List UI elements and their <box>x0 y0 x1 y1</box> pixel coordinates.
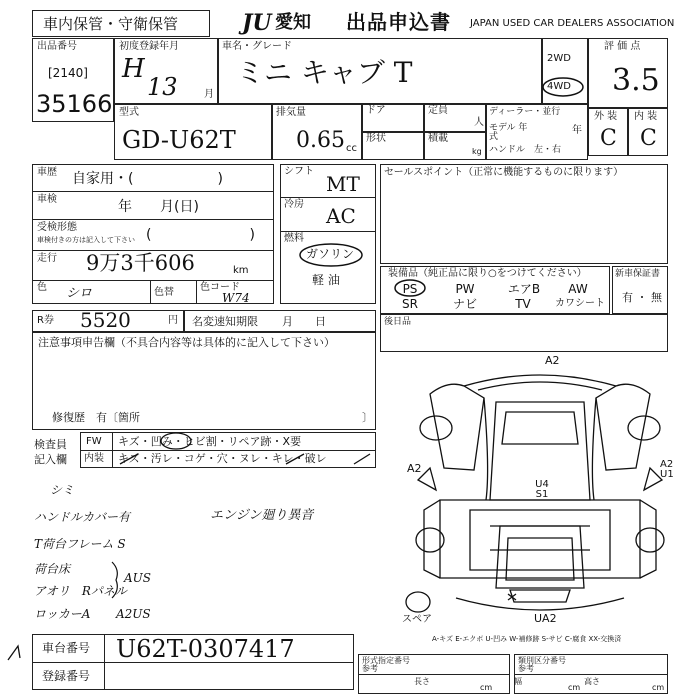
fuel-label: 燃料 <box>284 233 304 244</box>
model-label: 型式 <box>119 107 139 118</box>
color-value: シロ <box>66 286 93 301</box>
mileage-value: 9万3千606 <box>86 251 195 275</box>
int-row-label: 内装 <box>84 453 104 464</box>
diagram-bottom-label: UA2 <box>534 612 557 625</box>
width-unit: cm <box>568 683 581 692</box>
form-title: 出品申込書 <box>346 10 451 34</box>
equipment-label: 装備品（純正品に限り○をつけてください） <box>388 268 587 279</box>
remark-engine-noise: エンジン廻り異音 <box>210 508 314 523</box>
int-value: C <box>640 126 657 151</box>
hist-label: 車歴 <box>37 167 57 178</box>
person-unit: 人 <box>474 117 484 128</box>
rear-items-box <box>380 314 668 352</box>
model-year-label: モデル 年 式 <box>489 123 528 142</box>
hist-value: 自家用・( ) <box>72 171 223 187</box>
length-unit: cm <box>480 683 493 692</box>
cc-unit: cc <box>346 143 357 154</box>
color-code-label: 色コード <box>200 282 240 293</box>
mileage-label: 走行 <box>37 253 57 264</box>
remark-aus: AUS <box>124 571 151 585</box>
diagram-left-label: A2 <box>407 462 422 475</box>
drive-4wd: 4WD <box>547 81 571 92</box>
storage-box <box>32 10 210 37</box>
page-corner-mark-icon <box>6 642 28 662</box>
fuel-diesel: 軽 油 <box>312 273 340 287</box>
inspector-label: 検査員 記入欄 <box>34 438 67 466</box>
capacity-label: 定員 <box>428 105 448 116</box>
first-reg-label: 初度登録年月 <box>119 41 179 52</box>
fw-items: キズ・凹み・ヒビ割・リペア跡・X要 <box>118 435 302 448</box>
width-label: 幅 <box>514 677 522 686</box>
door-label: ドア <box>366 105 386 116</box>
equip-sr: SR <box>402 297 418 311</box>
sales-point-label: セールスポイント（正常に機能するものに限ります） <box>384 167 624 178</box>
height-label: 高さ <box>584 677 600 686</box>
remark-a2us: A2US <box>116 607 151 621</box>
mileage-unit: km <box>233 265 249 276</box>
logo-mark: JU <box>242 10 272 36</box>
ac-value: AC <box>326 204 356 228</box>
diagram-legend: A-キズ E-エクボ U-凹み W-補修跡 S-サビ C-腐食 XX-交換済 <box>432 635 622 643</box>
height-unit: cm <box>652 683 665 692</box>
car-name-value: ミニ キャブ T <box>236 56 413 89</box>
receipt-label: 受検形態 <box>37 222 77 233</box>
equip-aw: AW <box>568 282 588 296</box>
deadline-label: 名変速知期限 <box>192 315 258 328</box>
year-unit: 年 <box>572 125 582 136</box>
color-change-label: 色替 <box>154 287 174 298</box>
rear-label: 後日品 <box>384 317 412 327</box>
displacement-value: 0.65 <box>296 128 345 153</box>
color-code-value: W74 <box>222 291 250 305</box>
diagram-center-label: U4 S1 <box>535 479 549 500</box>
remark-rocker: ロッカーA <box>34 607 91 621</box>
warranty-label: 新車保証書 <box>615 269 661 279</box>
length-label: 長さ <box>414 677 430 686</box>
equip-pw: PW <box>455 282 475 296</box>
remark-handle-cover: ハンドルカバー有 <box>34 510 131 524</box>
warranty-value: 有 ・ 無 <box>622 291 662 304</box>
ac-label: 冷房 <box>284 199 304 210</box>
equip-seat: カワシート <box>555 298 605 309</box>
deadline-value: 月 日 <box>282 315 326 328</box>
chassis-label: 車台番号 <box>42 641 91 655</box>
remark-stain: シミ <box>50 483 75 497</box>
load-label: 積載 <box>428 133 448 144</box>
equip-ps: PS <box>402 282 418 296</box>
fuel-gas: ガソリン <box>306 247 355 261</box>
storage-label: 車内保管・守衛保管 <box>43 15 179 33</box>
remark-frame: T荷台フレーム S <box>34 537 126 551</box>
lot-label: 出品番号 <box>37 41 77 52</box>
shift-value: MT <box>326 172 360 196</box>
repair-close: 〕 <box>362 411 373 424</box>
lot-value: 35166 <box>36 90 113 118</box>
fw-label: FW <box>86 436 102 447</box>
inspect-label: 車検 <box>37 194 57 205</box>
receipt-sub: 車検付きの方は記入して下さい <box>37 236 135 244</box>
handle-label: ハンドル 左・右 <box>489 145 562 155</box>
kg-unit: kg <box>472 147 482 156</box>
score-value: 3.5 <box>612 63 660 98</box>
diagram-right-label: A2 U1 <box>660 459 674 480</box>
inspect-value: 年 月(日) <box>118 199 199 215</box>
first-reg-era: H <box>122 54 145 84</box>
int-items: キズ・汚レ・コゲ・穴・ヌレ・キレ・破レ <box>118 452 327 465</box>
lot-sub: [2140] <box>48 66 88 80</box>
dealer-label: ディーラー・並行 <box>489 107 561 117</box>
fw-dent-circle-icon <box>158 431 194 451</box>
equip-airbag: エアB <box>507 282 541 296</box>
drive-4wd-circle-icon <box>538 76 588 98</box>
score-label: 評 価 点 <box>604 41 641 52</box>
shift-label: シフト <box>284 166 314 177</box>
model-value: GD-U62T <box>122 126 236 154</box>
ext-value: C <box>600 126 617 151</box>
sales-point-box <box>380 164 668 264</box>
association-name: JAPAN USED CAR DEALERS ASSOCIATION <box>470 18 675 29</box>
displacement-label: 排気量 <box>276 107 306 118</box>
ticket-label: R券 <box>37 315 54 326</box>
ext-label: 外 装 <box>594 111 618 122</box>
equip-navi: ナビ <box>452 297 477 311</box>
form-cert-label: 形式指定番号 参考 <box>362 656 410 673</box>
spare-label: スペア <box>402 614 432 625</box>
remark-bed-floor: 荷台床 <box>34 562 71 576</box>
int-label: 内 装 <box>634 111 658 122</box>
repair-label: 修復歴 有〔箇所 <box>52 411 140 424</box>
receipt-value: ( ) <box>146 227 255 243</box>
color-label: 色 <box>37 282 47 293</box>
equip-tv: TV <box>515 297 531 311</box>
equip-ps-circle-icon <box>390 278 430 298</box>
int-marks-icon <box>116 450 376 470</box>
reg-label: 登録番号 <box>42 669 91 683</box>
yen-unit: 円 <box>168 315 178 326</box>
car-name-label: 車名・グレード <box>222 41 292 52</box>
brace-mark-icon <box>108 560 124 600</box>
notes-label: 注意事項申告欄（不具合内容等は具体的に記入して下さい） <box>38 336 335 349</box>
chassis-value: U62T-0307417 <box>116 635 295 663</box>
ticket-value: 5520 <box>80 308 131 332</box>
shape-label: 形状 <box>366 133 386 144</box>
remark-gate-panel: アオリ Rパネル <box>34 584 127 598</box>
first-reg-year: 13 <box>147 73 178 101</box>
class-label: 類別区分番号 参考 <box>518 656 566 673</box>
diagram-top-label: A2 <box>545 354 560 367</box>
drive-2wd: 2WD <box>547 53 571 64</box>
fuel-gas-circle-icon <box>297 241 365 269</box>
month-char: 月 <box>204 89 214 100</box>
org-name: 愛知 <box>275 12 311 33</box>
